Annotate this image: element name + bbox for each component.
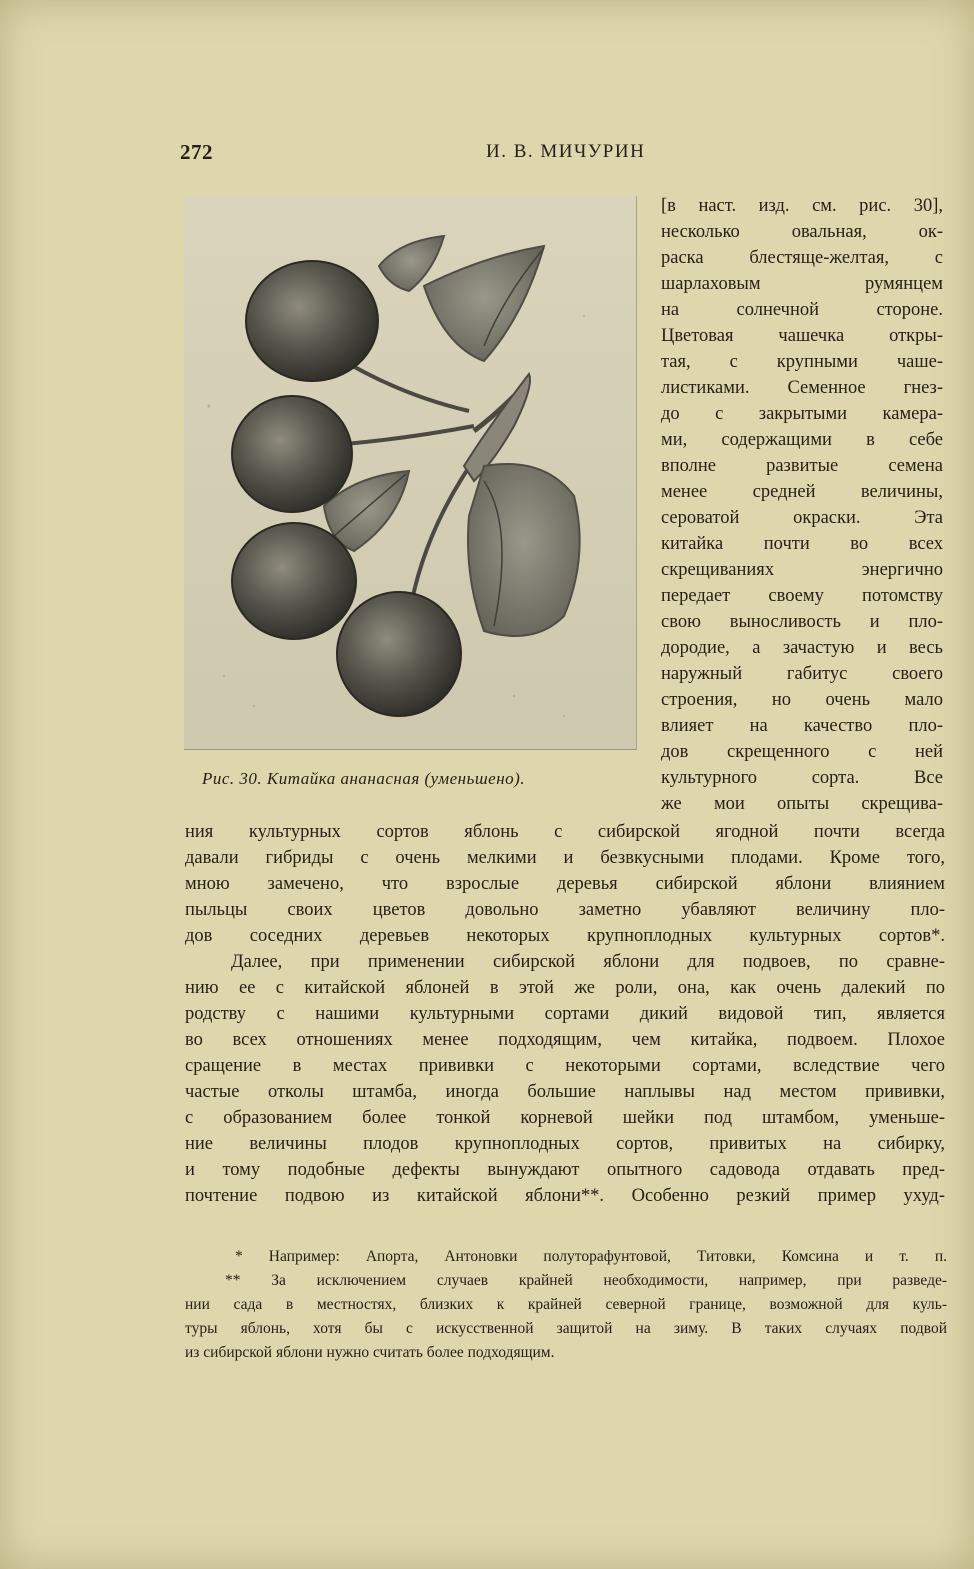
text-line: давали гибриды с очень мелкими и безвкусными плодами. Кроме того, — [185, 848, 945, 868]
text-line: нию ее с китайской яблоней в этой же роли, она, как очень далекий по — [185, 978, 945, 998]
text-line: вполне развитые семена — [661, 456, 943, 476]
text-line: культурного сорта. Все — [661, 768, 943, 788]
text-line: передает своему потомству — [661, 586, 943, 606]
text-line: во всех отношениях менее подходящим, чем китайка, подвоем. Плохое — [185, 1030, 945, 1050]
text-line: на солнечной стороне. — [661, 300, 943, 320]
text-line: листиками. Семенное гнез- — [661, 378, 943, 398]
text-line: скрещиваниях энергично — [661, 560, 943, 580]
footnotes — [185, 1245, 947, 1365]
text-line: ми, содержащими в себе — [661, 430, 943, 450]
text-line: почтение подвою из китайской яблони**. Особенно резкий пример ухуд- — [185, 1186, 945, 1206]
main-body-text — [185, 819, 945, 1209]
text-line: несколько овальная, ок- — [661, 222, 943, 242]
text-line: наружный габитус своего — [661, 664, 943, 684]
text-line: свою выносливость и пло- — [661, 612, 943, 632]
text-line: [в наст. изд. см. рис. 30], — [661, 196, 943, 216]
text-line: китайка почти во всех — [661, 534, 943, 554]
text-line: и тому подобные дефекты вынуждают опытного садовода отдавать пред- — [185, 1160, 945, 1180]
text-line: менее средней величины, — [661, 482, 943, 502]
text-line: частые отколы штамба, иногда большие наплывы над местом прививки, — [185, 1082, 945, 1102]
figure-illustration — [184, 196, 637, 750]
text-line: до с закрытыми камера- — [661, 404, 943, 424]
text-line: с образованием более тонкой корневой шейки под штамбом, уменьше- — [185, 1108, 945, 1128]
text-line: сращение в местах прививки с некоторыми сортами, вследствие чего — [185, 1056, 945, 1076]
text-line: мною замечено, что взрослые деревья сибирской яблони влиянием — [185, 874, 945, 894]
side-column-text — [661, 193, 943, 817]
text-line: пыльцы своих цветов довольно заметно убавляют величину пло- — [185, 900, 945, 920]
footnote-line: туры яблонь, хотя бы с искусственной защитой на зиму. В таких случаях подвой — [185, 1320, 947, 1337]
text-line: ния культурных сортов яблонь с сибирской ягодной почти всегда — [185, 822, 945, 842]
text-line: же мои опыты скрещива- — [661, 794, 943, 814]
text-line: строения, но очень мало — [661, 690, 943, 710]
footnote-1: * Например: Апорта, Антоновки полуторафунтовой, Титовки, Комсина и т. п. — [235, 1248, 947, 1265]
footnote-2: ** За исключением случаев крайней необходимости, например, при разведе- — [225, 1272, 947, 1289]
text-line: дородие, а зачастую и весь — [661, 638, 943, 658]
text-line: раска блестяще-желтая, с — [661, 248, 943, 268]
footnote-line: нии сада в местностях, близких к крайней северной границе, возможной для куль- — [185, 1296, 947, 1313]
text-line: Цветовая чашечка откры- — [661, 326, 943, 346]
running-head: И. В. МИЧУРИН — [486, 141, 646, 162]
text-line: влияет на качество пло- — [661, 716, 943, 736]
text-line: родству с нашими культурными сортами дикий видовой тип, является — [185, 1004, 945, 1024]
page-number: 272 — [180, 140, 213, 164]
text-line: шарлаховым румянцем — [661, 274, 943, 294]
text-line: ние величины плодов крупноплодных сортов, привитых на сибирку, — [185, 1134, 945, 1154]
apple-branch-drawing — [184, 196, 636, 749]
paragraph-start-line: Далее, при применении сибирской яблони для подвоев, по сравне- — [231, 952, 945, 972]
text-line: тая, с крупными чаше- — [661, 352, 943, 372]
text-line: сероватой окраски. Эта — [661, 508, 943, 528]
text-line: дов соседних деревьев некоторых крупноплодных культурных сортов*. — [185, 926, 945, 946]
figure-caption: Рис. 30. Китайка ананасная (уменьшено). — [202, 769, 526, 788]
text-line: дов скрещенного с ней — [661, 742, 943, 762]
footnote-line: из сибирской яблони нужно считать более подходящим. — [185, 1344, 555, 1361]
